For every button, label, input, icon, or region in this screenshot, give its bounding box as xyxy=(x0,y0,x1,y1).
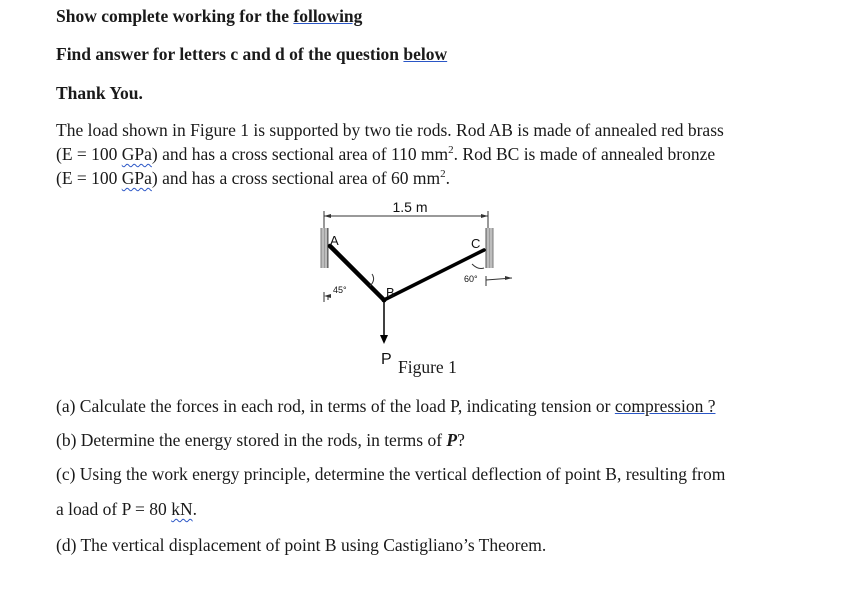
following-link[interactable]: following xyxy=(293,6,363,26)
thank-you-line: Thank You. xyxy=(56,83,143,103)
gpa-spellcheck: GPa xyxy=(121,168,152,188)
question-text: ? xyxy=(457,430,465,450)
angle-arrow-right xyxy=(505,276,512,280)
span-label: 1.5 m xyxy=(392,199,428,215)
question-c-line-1: (c) Using the work energy principle, determine the vertical deflection of point B, resulting from xyxy=(56,464,726,484)
dimension-arrow-left xyxy=(324,214,331,218)
question-a xyxy=(56,396,715,417)
question-text: a load of P = 80 xyxy=(56,499,172,519)
load-label: P xyxy=(381,351,392,368)
gpa-spellcheck: GPa xyxy=(121,144,152,164)
superscript: 2 xyxy=(440,168,446,181)
question-text: (b) Determine the energy stored in the rods, in terms of xyxy=(56,430,447,450)
label-c: C xyxy=(471,236,481,251)
dimension-arrow-right xyxy=(481,214,488,218)
problem-text: ) and has a cross sectional area of 60 mm xyxy=(151,168,441,188)
load-arrow-head xyxy=(380,335,388,344)
angle-label-left: 45° xyxy=(333,285,347,295)
question-text: . xyxy=(192,499,197,519)
angle-label-right: 60° xyxy=(464,274,478,284)
problem-text: ) and has a cross sectional area of 110 mm xyxy=(151,144,449,164)
below-link[interactable]: below xyxy=(403,44,448,64)
superscript: 2 xyxy=(448,144,454,157)
problem-text: (E = 100 xyxy=(56,144,122,164)
problem-text: . xyxy=(445,168,450,188)
question-d: (d) The vertical displacement of point B using Castigliano’s Theorem. xyxy=(56,535,547,555)
compression-link[interactable]: compression ? xyxy=(614,396,716,416)
label-b: B xyxy=(386,285,395,300)
angle-arc-right xyxy=(472,264,484,269)
figure-1-diagram xyxy=(300,192,530,372)
problem-line-1: The load shown in Figure 1 is supported by two tie rods. Rod AB is made of annealed red brass xyxy=(56,120,724,140)
problem-text: (E = 100 xyxy=(56,168,122,188)
instruction-text: Find answer for letters c and d of the question xyxy=(56,44,404,64)
problem-text: . Rod BC is made of annealed bronze xyxy=(453,144,716,164)
instruction-text: Show complete working for the xyxy=(56,6,294,26)
variable-p: P xyxy=(446,430,458,450)
kn-spellcheck: kN xyxy=(171,499,193,519)
left-wall-support xyxy=(320,228,328,268)
figure-caption: Figure 1 xyxy=(398,357,457,377)
question-text: (a) Calculate the forces in each rod, in terms of the load P, indicating tension or xyxy=(56,396,615,416)
problem-line-3 xyxy=(56,168,450,189)
question-b xyxy=(56,430,465,451)
label-a: A xyxy=(330,233,339,248)
problem-line-2 xyxy=(56,144,715,165)
instruction-line-2 xyxy=(56,44,447,65)
instruction-line-1 xyxy=(56,6,362,27)
question-c-line-2 xyxy=(56,499,197,520)
right-wall-support xyxy=(486,228,494,268)
